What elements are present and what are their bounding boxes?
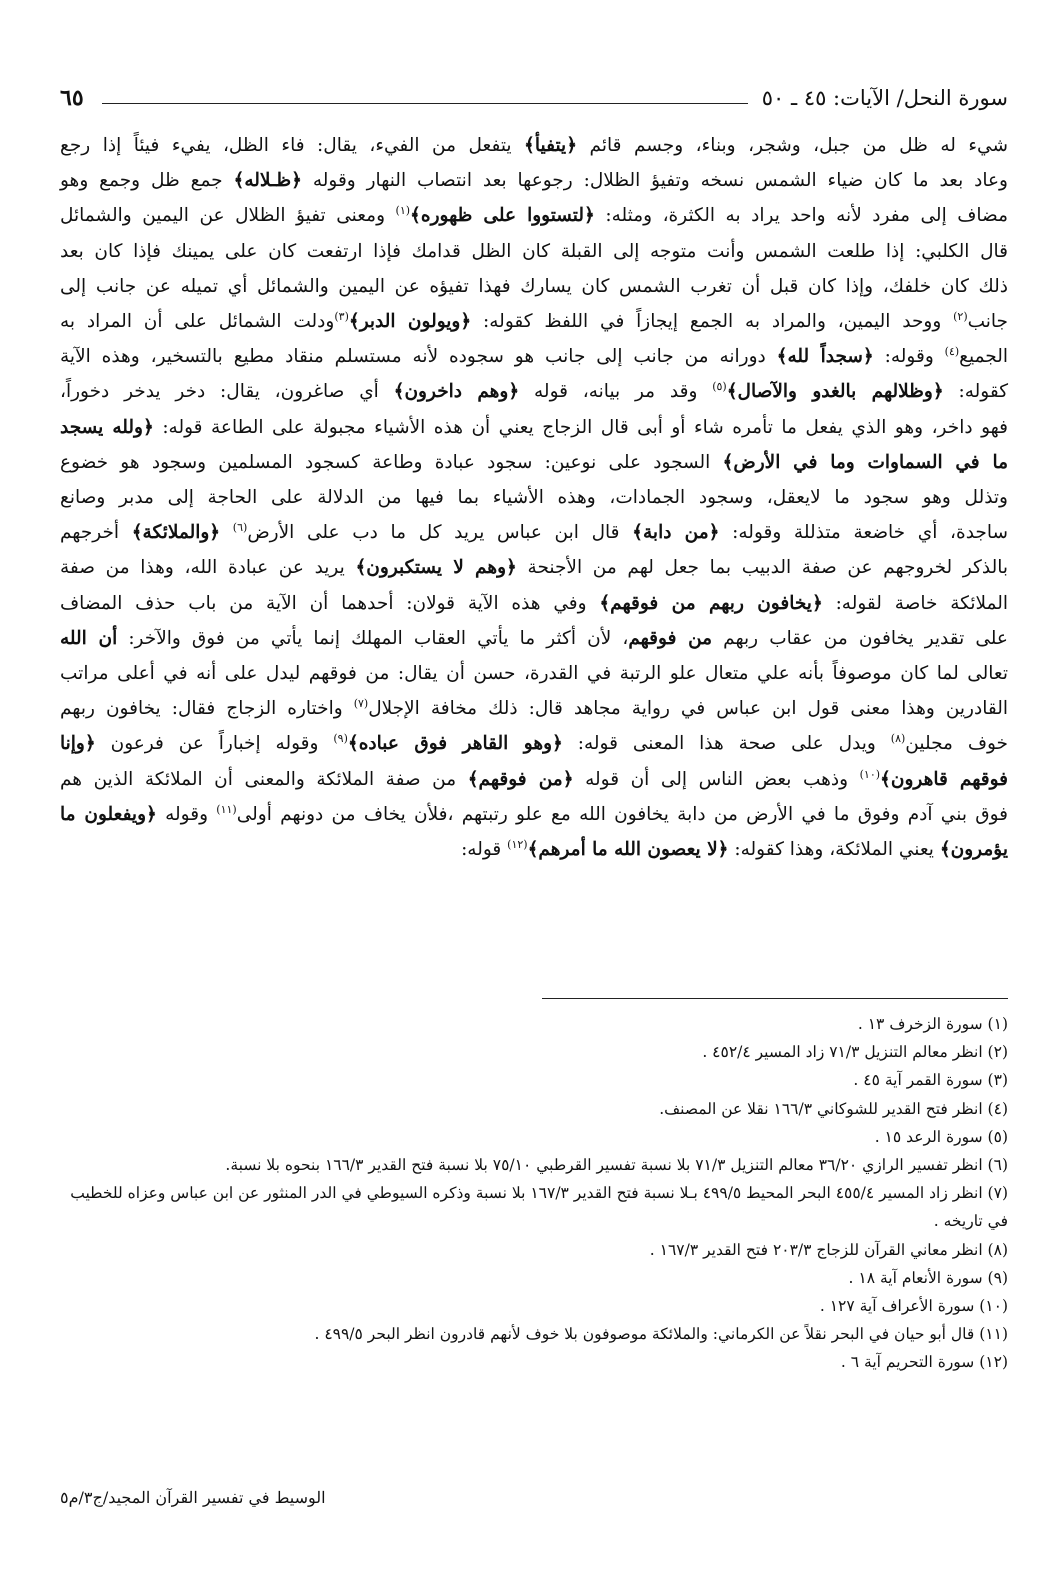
text-segment: الجميع: [959, 346, 1008, 368]
quran-quote: أن الله: [60, 627, 118, 649]
quran-quote: فوقهم قاهرون﴾: [880, 768, 1009, 790]
text-segment: ، لأن أكثر ما يأتي العقاب المهلك إنما يأتي من فوق والآخر:: [117, 627, 629, 649]
header-rule: [102, 103, 748, 104]
quran-quote: ﴿وظلالهم بالغدو والآصال﴾: [726, 381, 944, 403]
footnote-ref: (٨): [890, 732, 906, 746]
text-line: [60, 586, 1008, 621]
text-line: [60, 234, 1008, 269]
text-line: [60, 621, 1008, 656]
quran-quote: ﴿سجداً لله﴾: [776, 346, 874, 368]
quran-quote: ﴿وهم لا يستكبرون﴾: [355, 557, 517, 579]
text-segment: على تقدير يخافون من عقاب ربهم: [712, 627, 1008, 649]
text-segment: جانب: [967, 311, 1008, 333]
quran-quote: ﴿من فوقهم﴾: [467, 768, 574, 790]
text-segment: ودلت الشمائل على أن المراد به: [60, 311, 335, 333]
text-segment: شيء له ظل من جبل، وشجر، وبناء، وجسم قائم: [577, 135, 1008, 156]
text-segment: خوف مجلين: [905, 733, 1008, 755]
text-segment: ومعنى تفيؤ الظلال عن اليمين والشمائل: [60, 205, 396, 227]
footnote-item: (١) سورة الزخرف ١٣ .: [857, 1015, 1008, 1033]
text-line: [60, 269, 1008, 304]
footer-signature: الوسيط في تفسير القرآن المجيد/ج٣/م٥: [60, 1488, 326, 1507]
quran-quote: ﴿ولله يسجد: [60, 416, 154, 438]
footnote-ref: (٢): [953, 309, 968, 323]
text-segment: كقوله:: [943, 381, 1008, 403]
footnote-item: (٣) سورة القمر آية ٤٥ .: [853, 1071, 1008, 1090]
text-line: [60, 304, 1008, 339]
text-line: [60, 691, 1008, 726]
footnote-ref: (٤): [944, 345, 960, 359]
text-line: [60, 656, 1008, 691]
text-segment: وقوله: [156, 803, 217, 825]
footnote-item: (٥) سورة الرعد ١٥ .: [874, 1127, 1008, 1146]
text-line: [60, 515, 1008, 550]
header-title: سورة النحل/ الآيات: ٤٥ ـ ٥٠: [761, 86, 1008, 110]
text-segment: من صفة الملائكة والمعنى أن الملائكة الذين هم: [60, 768, 468, 790]
text-segment: تعالى لما كان موصوفاً بأنه علي متعال علو الرتبة في القدرة، حسن أن يقال: من فوقهم ليدل على أنه في أعلى مراتب: [60, 663, 1008, 685]
footnote-item: (٦) انظر تفسير الرازي ٣٦/٢٠ معالم التنزيل ٧١/٣ بلا نسبة تفسير القرطبي ٧٥/١٠ بلا نسبة فتح القدير ١٦٦/٣ بنحوه بلا نسبة.: [225, 1156, 1008, 1175]
text-segment: قال ابن عباس يريد كل ما دب على الأرض: [247, 522, 633, 544]
text-segment: يريد عن عبادة الله، وهذا من صفة: [60, 557, 356, 579]
footnote-item: (٢) انظر معالم التنزيل ٧١/٣ زاد المسير ٤٥٢/٤ .: [702, 1043, 1008, 1062]
footnote-item: (١٢) سورة التحريم آية ٦ .: [840, 1353, 1008, 1372]
text-segment: فهو داخر، وهو الذي يفعل ما تأمره شاء أو أبى قال الزجاج يعني أن هذه الأشياء مجبولة على الطاعة قوله:: [153, 416, 1008, 438]
quran-quote: ﴿يتفيأ﴾: [524, 135, 578, 156]
text-segment: فوق بني آدم وفوق ما في الأرض من دابة يخافون الله مع علو رتبتهم ،فلأن يخاف من دونهم أولى: [236, 803, 1008, 825]
page-footer: [60, 1488, 1008, 1507]
text-segment: مضاف إلى مفرد لأنه واحد يراد به الكثرة، ومثله:: [594, 205, 1008, 227]
text-segment: القادرين وهذا معنى قول ابن عباس في رواية مجاهد قال: ذلك مخافة الإجلال: [368, 698, 1008, 720]
footnote-item: (٧) انظر زاد المسير ٤٥٥/٤ البحر المحيط ٤٩٩/٥ بـلا نسبة فتح القدير ١٦٧/٣ بلا نسبة وذكره السيوطي في الدر المنثور عن ابن عباس وعزاه للخطيب في تاريخه .: [70, 1184, 1008, 1231]
footnote-item: (١١) قال أبو حيان في البحر نقلاً عن الكرماني: والملائكة موصوفون بلا خوف لأنهم قادرون انظر البحر ٤٩٩/٥ .: [314, 1325, 1008, 1344]
quran-quote: ﴿والملائكة﴾: [131, 522, 221, 544]
quran-quote: ﴿من دابة﴾: [632, 522, 720, 544]
text-segment: دورانه من جانب إلى جانب هو سجوده لأنه مستسلم منقاد مطيع بالتسخير، وهذه الآية: [60, 346, 777, 368]
quran-quote: ما في السماوات وما في الأرض﴾: [722, 451, 1008, 473]
text-line: [60, 762, 1008, 797]
text-segment: وعاد بعد ما كان ضياء الشمس نسخه وتفيؤ الظلال: رجوعها بعد انتصاب النهار وقوله: [301, 170, 1008, 192]
quran-quote: ﴿ويولون الدبر﴾: [348, 311, 472, 333]
quran-quote: من فوقهم: [628, 627, 713, 649]
text-segment: واختاره الزجاج فقال: يخافون ربهم: [60, 698, 354, 720]
text-segment: جمع ظل وجمع وهو: [60, 170, 234, 192]
text-segment: أخرجهم: [60, 522, 132, 544]
footnote-ref: (١١): [216, 802, 237, 816]
footnote-ref: (٦): [232, 521, 248, 535]
text-segment: وقد مر بيانه، قوله: [519, 381, 713, 403]
text-segment: وقوله:: [873, 346, 945, 368]
text-segment: وفي هذه الآية قولان: أحدهما أن الآية من باب حذف المضاف: [60, 592, 600, 614]
text-segment: وتذلل وهو سجود ما لايعقل، وسجود الجمادات، وهذه الأشياء بما فيها من الدلالة على الحاجة إلى مدبر وصانع: [60, 487, 1008, 509]
text-line: [60, 445, 1008, 480]
footnote-ref: (٣): [334, 309, 349, 323]
footnote-item: (٨) انظر معاني القرآن للزجاج ٢٠٣/٣ فتح القدير ١٦٧/٣ .: [649, 1240, 1008, 1259]
text-segment: أي صاغرون، يقال: دخر يدخر دخوراً،: [60, 381, 394, 403]
page-header: [60, 78, 1008, 118]
footnote-item: (٤) انظر فتح القدير للشوكاني ١٦٦/٣ نقلا عن المصنف.: [659, 1099, 1008, 1118]
text-line: [60, 797, 1008, 832]
footnote-item: (١٠) سورة الأعراف آية ١٢٧ .: [819, 1297, 1008, 1316]
footnote-ref: (٩): [333, 732, 348, 746]
footnote-ref: (١٢): [507, 837, 528, 851]
quran-quote: ﴿ظـلاله﴾: [233, 170, 302, 192]
text-line: [60, 410, 1008, 445]
text-segment: ذلك كان خلفك، وإذا كان قبل أن تغرب الشمس كان يسارك فهذا تفيؤه عن اليمين والشمائل أي تميله عن جانب إلى: [60, 275, 1008, 297]
text-segment: [220, 522, 233, 543]
footnote-item: (٩) سورة الأنعام آية ١٨ .: [848, 1268, 1008, 1287]
footnote-ref: (٧): [353, 697, 369, 711]
text-line: [60, 480, 1008, 515]
text-segment: يتفعل من الفيء، يقال: فاء الظل، يفيء فيئاً إذا رجع: [60, 135, 525, 156]
text-line: [60, 128, 1008, 163]
text-segment: وقوله إخباراً عن فرعون: [95, 733, 334, 755]
footnotes: [60, 1010, 1008, 1377]
text-segment: ساجدة، أي خاضعة متذللة وقوله:: [719, 522, 1008, 544]
quran-quote: ﴿ويفعلون ما: [60, 803, 157, 825]
quran-quote: ﴿وهو القاهر فوق عباده﴾: [347, 733, 563, 755]
quran-quote: ﴿يخافون ربهم من فوقهم﴾: [599, 592, 823, 614]
quran-quote: يؤمرون﴾: [939, 839, 1008, 861]
text-segment: ويدل على صحة هذا المعنى قوله:: [562, 733, 891, 755]
footnote-ref: (١): [395, 204, 411, 218]
text-segment: وذهب بعض الناس إلى أن قوله: [573, 768, 860, 790]
text-segment: يعني الملائكة، وهذا كقوله:: [728, 839, 940, 861]
footnote-ref: (١٠): [859, 767, 881, 781]
footnote-separator: [542, 998, 1008, 999]
quran-quote: ﴿وهم داخرون﴾: [393, 381, 520, 403]
quran-quote: ﴿لا يعصون الله ما أمرهم﴾: [527, 839, 729, 861]
text-line: [60, 339, 1008, 374]
text-line: [60, 550, 1008, 585]
text-segment: السجود على نوعين: سجود عبادة وطاعة كسجود المسلمين وسجود هو خضوع: [60, 451, 723, 473]
quran-quote: ﴿لتستووا على ظهوره﴾: [410, 205, 595, 227]
text-line: [60, 198, 1008, 233]
text-segment: قال الكلبي: إذا طلعت الشمس وأنت متوجه إلى القبلة كان الظل قدامك فإذا ارتفعت كان على يمينك فإذا كان بعد: [60, 240, 1008, 262]
page-number: ٦٥: [60, 85, 84, 111]
text-segment: الملائكة خاصة لقوله:: [822, 592, 1008, 614]
text-line: [60, 163, 1008, 198]
main-text: [60, 128, 1008, 867]
text-segment: قوله:: [461, 839, 508, 861]
text-segment: بالذكر لخروجهم عن صفة الدبيب بما جعل لهم من الأجنحة: [516, 557, 1008, 579]
text-line: [60, 832, 1008, 867]
quran-quote: ﴿وإنا: [60, 733, 96, 755]
text-line: [60, 726, 1008, 761]
text-segment: ووحد اليمين، والمراد به الجمع إيجازاً في اللفظ كقوله:: [471, 311, 954, 333]
footnote-ref: (٥): [712, 380, 727, 394]
text-line: [60, 374, 1008, 409]
